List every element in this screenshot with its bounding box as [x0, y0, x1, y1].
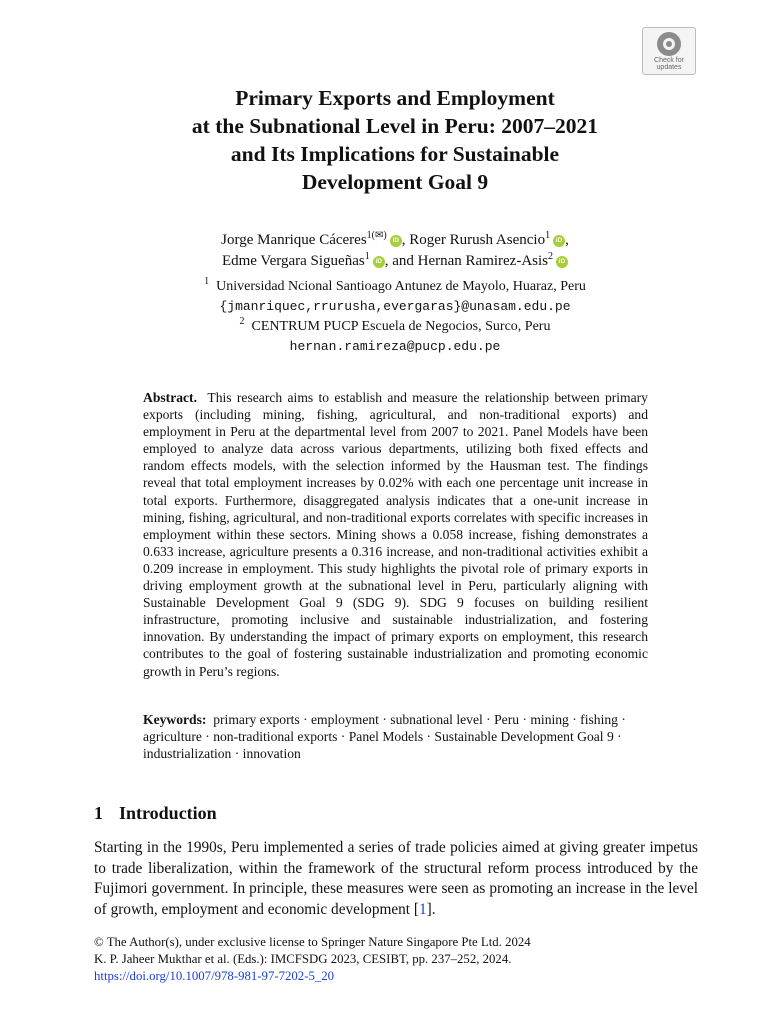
section-heading	[94, 803, 217, 824]
title-line: Primary Exports and Employment	[235, 86, 555, 110]
author-sup: 1	[364, 251, 370, 262]
separator: ,	[401, 232, 410, 248]
abstract	[143, 389, 648, 680]
check-for-updates-badge[interactable]	[642, 27, 696, 75]
affiliation-1-email[interactable]: {jmanriquec,rrurusha,evergaras}@unasam.edu.pe	[219, 299, 571, 314]
author-sup: 2	[548, 251, 554, 262]
badge-line-1: Check for	[654, 57, 684, 64]
keywords-text: primary exports · employment · subnational level · Peru · mining · fishing · agriculture · non-traditional exports · Panel Models · Sustainable Development Goal 9 · industrialization · innovation	[143, 712, 626, 762]
author-name: Hernan Ramirez-Asis	[417, 253, 549, 269]
orcid-icon[interactable]: iD	[373, 256, 385, 268]
intro-text: Starting in the 1990s, Peru implemented a series of trade policies aimed at giving greater impetus to trade liberalization, within the framework of the structural reform process introduced by the Fujimori government. In principle, these measures were seen as promoting an increase in the level of growth, employment and economic development	[94, 839, 698, 918]
copyright-line: © The Author(s), under exclusive license to Springer Nature Singapore Pte Ltd. 2024	[94, 935, 531, 949]
orcid-icon[interactable]: iD	[390, 235, 402, 247]
title-line: and Its Implications for Sustainable	[230, 142, 560, 166]
author-line	[90, 230, 700, 251]
section-number: 1	[94, 803, 103, 823]
abstract-label: Abstract.	[143, 390, 197, 405]
badge-line-2: updates	[656, 64, 682, 71]
separator: ,	[565, 232, 569, 248]
abstract-text: This research aims to establish and measure the relationship between primary exports (including mining, fishing, agricultural, and non-traditional exports) and employment in Peru at the departmental level from 2007 to 2021. Panel Models have been employed to analyze data across various departments, utilizing both fixed effects and random effects models, with the selection informed by the Hausman test. The findings reveal that total employment increases by 0.02% with each one percentage unit increase in total exports. Furthermore, disaggregated analysis indicates that a one-unit increase in mining, fishing, agricultural, and non-traditional exports correlates with specific increases in employment within these sectors. Mining shows a 0.058 increase, fishing demonstrates a 0.633 increase, agriculture presents a 0.316 increase, and non-traditional activities exhibit a 0.209 increase in employment. This study highlights the pivotal role of primary exports in driving employment growth at the subnational level in Peru, particularly aligning with Sustainable Development Goal 9 (SDG 9). SDG 9 focuses on building resilient infrastructure, promoting inclusive and sustainable industrialization, and fostering innovation. By understanding the impact of primary exports on employment, this research contributes to the goal of fostering sustainable industrialization and promoting economic growth in Peru’s regions.	[143, 390, 648, 679]
orcid-icon[interactable]: iD	[556, 256, 568, 268]
keywords	[143, 711, 648, 762]
envelope-icon[interactable]: ✉	[375, 230, 384, 241]
title-line: Development Goal 9	[301, 170, 489, 194]
author-list	[90, 230, 700, 272]
author-sup: 1	[545, 230, 551, 241]
author-name: Edme Vergara Sigueñas	[221, 253, 365, 269]
citation-link[interactable]: 1	[419, 900, 427, 918]
intro-paragraph: Starting in the 1990s, Peru implemented a series of trade policies aimed at giving greater impetus to trade liberalization, within the framework of the structural reform process introduced by the Fujimori government. In principle, these measures were seen as promoting an increase in the level of growth, employment and economic development [1].	[94, 839, 698, 918]
affiliations	[90, 277, 700, 357]
author-name: Jorge Manrique Cáceres	[221, 232, 367, 248]
footer	[94, 934, 698, 985]
affiliation-2: $^2$ CENTRUM PUCP Escuela de Negocios, Surco, Peru	[239, 316, 551, 334]
separator: , and	[384, 253, 418, 269]
proceedings-line: K. P. Jaheer Mukthar et al. (Eds.): IMCFSDG 2023, CESIBT, pp. 237–252, 2024.	[94, 952, 512, 966]
orcid-icon[interactable]: iD	[553, 235, 565, 247]
paper-title	[90, 84, 700, 196]
affiliation-2-email[interactable]: hernan.ramireza@pucp.edu.pe	[289, 339, 501, 354]
author-sup: 1(✉)	[366, 230, 387, 241]
author-line	[90, 251, 700, 272]
title-line: at the Subnational Level in Peru: 2007–2021	[191, 114, 599, 138]
crossmark-icon	[657, 32, 681, 56]
keywords-label: Keywords:	[143, 712, 207, 727]
section-title: Introduction	[119, 803, 217, 823]
affiliation-1: $^1$ Universidad Ncional Santioago Antunez de Mayolo, Huaraz, Peru	[204, 276, 586, 294]
doi-link[interactable]: https://doi.org/10.1007/978-981-97-7202-5_20	[94, 969, 335, 983]
author-name: Roger Rurush Asencio	[409, 232, 546, 248]
